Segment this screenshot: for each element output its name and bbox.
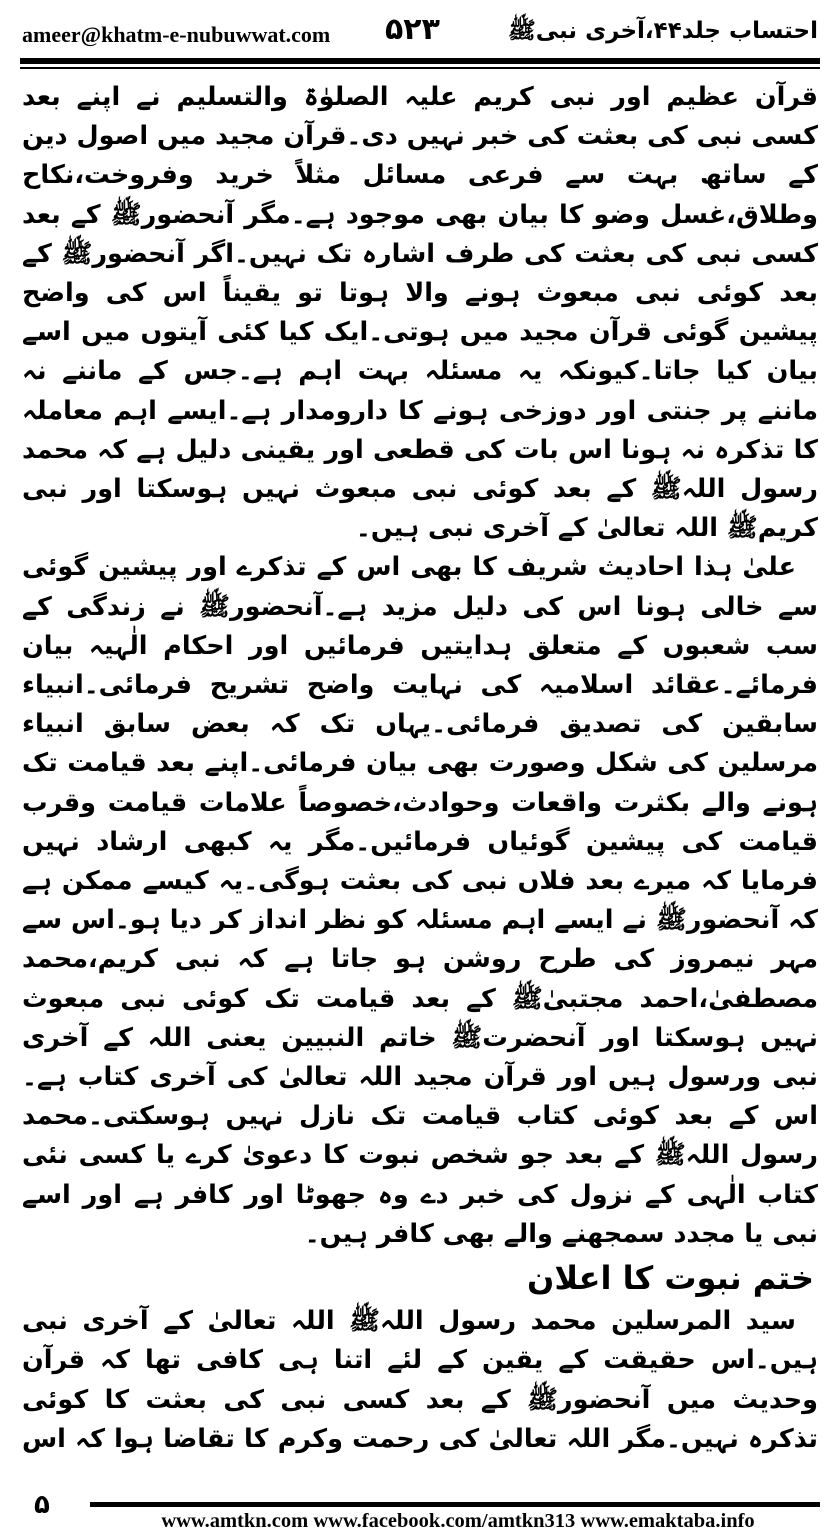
page-body [22, 78, 818, 1458]
section-heading: ختم نبوت کا اعلان [527, 1259, 814, 1298]
header-running-title: احتساب جلد۴۴،آخری نبیﷺ [507, 18, 818, 44]
body-paragraph-1: قرآن عظیم اور نبی کریم علیہ الصلوٰۃ والتسلیم نے اپنے بعد کسی نبی کی بعثت کی خبر نہیں دی۔قرآن مجید میں اصول دین کے ساتھ بہت سے فرعی مسائل مثلاً خرید وفروخت،نکاح وطلاق،غسل وضو کا بیان بھی موجود ہے۔مگر آنحضورﷺ کے بعد کسی نبی کی بعثت کی طرف اشارہ تک نہیں۔اگر آنحضورﷺ کے بعد کوئی نبی مبعوث ہونے والا ہوتا تو یقیناً اس کی واضح پیشین گوئی قرآن مجید میں ہوتی۔ایک کیا کئی آیتوں میں اسے بیان کیا جاتا۔کیونکہ یہ مسئلہ بہت اہم ہے۔جس کے ماننے نہ ماننے پر جنتی اور دوزخی ہونے کا دارومدار ہے۔ایسے اہم معاملہ کا تذکرہ نہ ہونا اس بات کی قطعی اور یقینی دلیل ہے کہ محمد رسول اللہﷺ کے بعد کوئی نبی مبعوث نہیں ہوسکتا اور نبی کریمﷺ اللہ تعالیٰ کے آخری نبی ہیں۔ [22, 82, 818, 544]
header-rule-thick [20, 58, 820, 64]
section-paragraph: سید المرسلین محمد رسول اللہﷺ اللہ تعالیٰ کے آخری نبی ہیں۔اس حقیقت کے یقین کے لئے اتنا ہی کافی تھا کہ قرآن وحدیث میں آنحضورﷺ کے بعد کسی نبی کی بعثت کا کوئی تذکرہ نہیں۔مگر اللہ تعالیٰ کی رحمت وکرم کا تقاضا ہوا کہ اس [22, 1306, 818, 1454]
footer-page-number: ۵ [34, 1490, 50, 1520]
page-footer [0, 1478, 840, 1540]
page-header [0, 0, 840, 74]
body-paragraph-2: علیٰ ہذا احادیث شریف کا بھی اس کے تذکرے اور پیشین گوئی سے خالی ہونا اس کی دلیل مزید ہے۔آنحضورﷺ نے زندگی کے سب شعبوں کے متعلق ہدایتیں فرمائیں اور احکام الٰہیہ بیان فرمائے۔عقائد اسلامیہ کی نہایت واضح تشریح فرمائی۔انبیاء سابقین کی تصدیق فرمائی۔یہاں تک کہ بعض سابق انبیاء مرسلین کی شکل وصورت بھی بیان فرمائی۔اپنے بعد قیامت تک ہونے والے بکثرت واقعات وحوادث،خصوصاً علامات قیامت وقرب قیامت کی پیشین گوئیاں فرمائیں۔مگر یہ کبھی ارشاد نہیں فرمایا کہ میرے بعد فلاں نبی کی بعثت ہوگی۔یہ کیسے ممکن ہے کہ آنحضورﷺ نے ایسے اہم مسئلہ کو نظر انداز کر دیا ہو۔اس سے مہر نیمروز کی طرح روشن ہو جاتا ہے کہ نبی کریم،محمد مصطفیٰ،احمد مجتبیٰﷺ کے بعد قیامت تک کوئی نبی مبعوث نہیں ہوسکتا اور آنحضرتﷺ خاتم النبیین یعنی اللہ کے آخری نبی ورسول ہیں اور قرآن مجید اللہ تعالیٰ کی آخری کتاب ہے۔اس کے بعد کوئی کتاب قیامت تک نازل نہیں ہوسکتی۔محمد رسول اللہﷺ کے بعد جو شخص نبوت کا دعویٰ کرے یا کسی نئی کتاب الٰہی کے نزول کی خبر دے وہ جھوٹا اور کافر ہے اور اسے نبی یا مجدد سمجھنے والے بھی کافر ہیں۔ [22, 552, 818, 1249]
header-page-number: ۵۲۳ [385, 12, 440, 47]
footer-links: www.amtkn.com www.facebook.com/amtkn313 www.emaktaba.info [161, 1510, 755, 1532]
header-email: ameer@khatm-e-nubuwwat.com [22, 22, 331, 47]
header-rule-thin [20, 67, 820, 69]
footer-rule [90, 1502, 820, 1507]
